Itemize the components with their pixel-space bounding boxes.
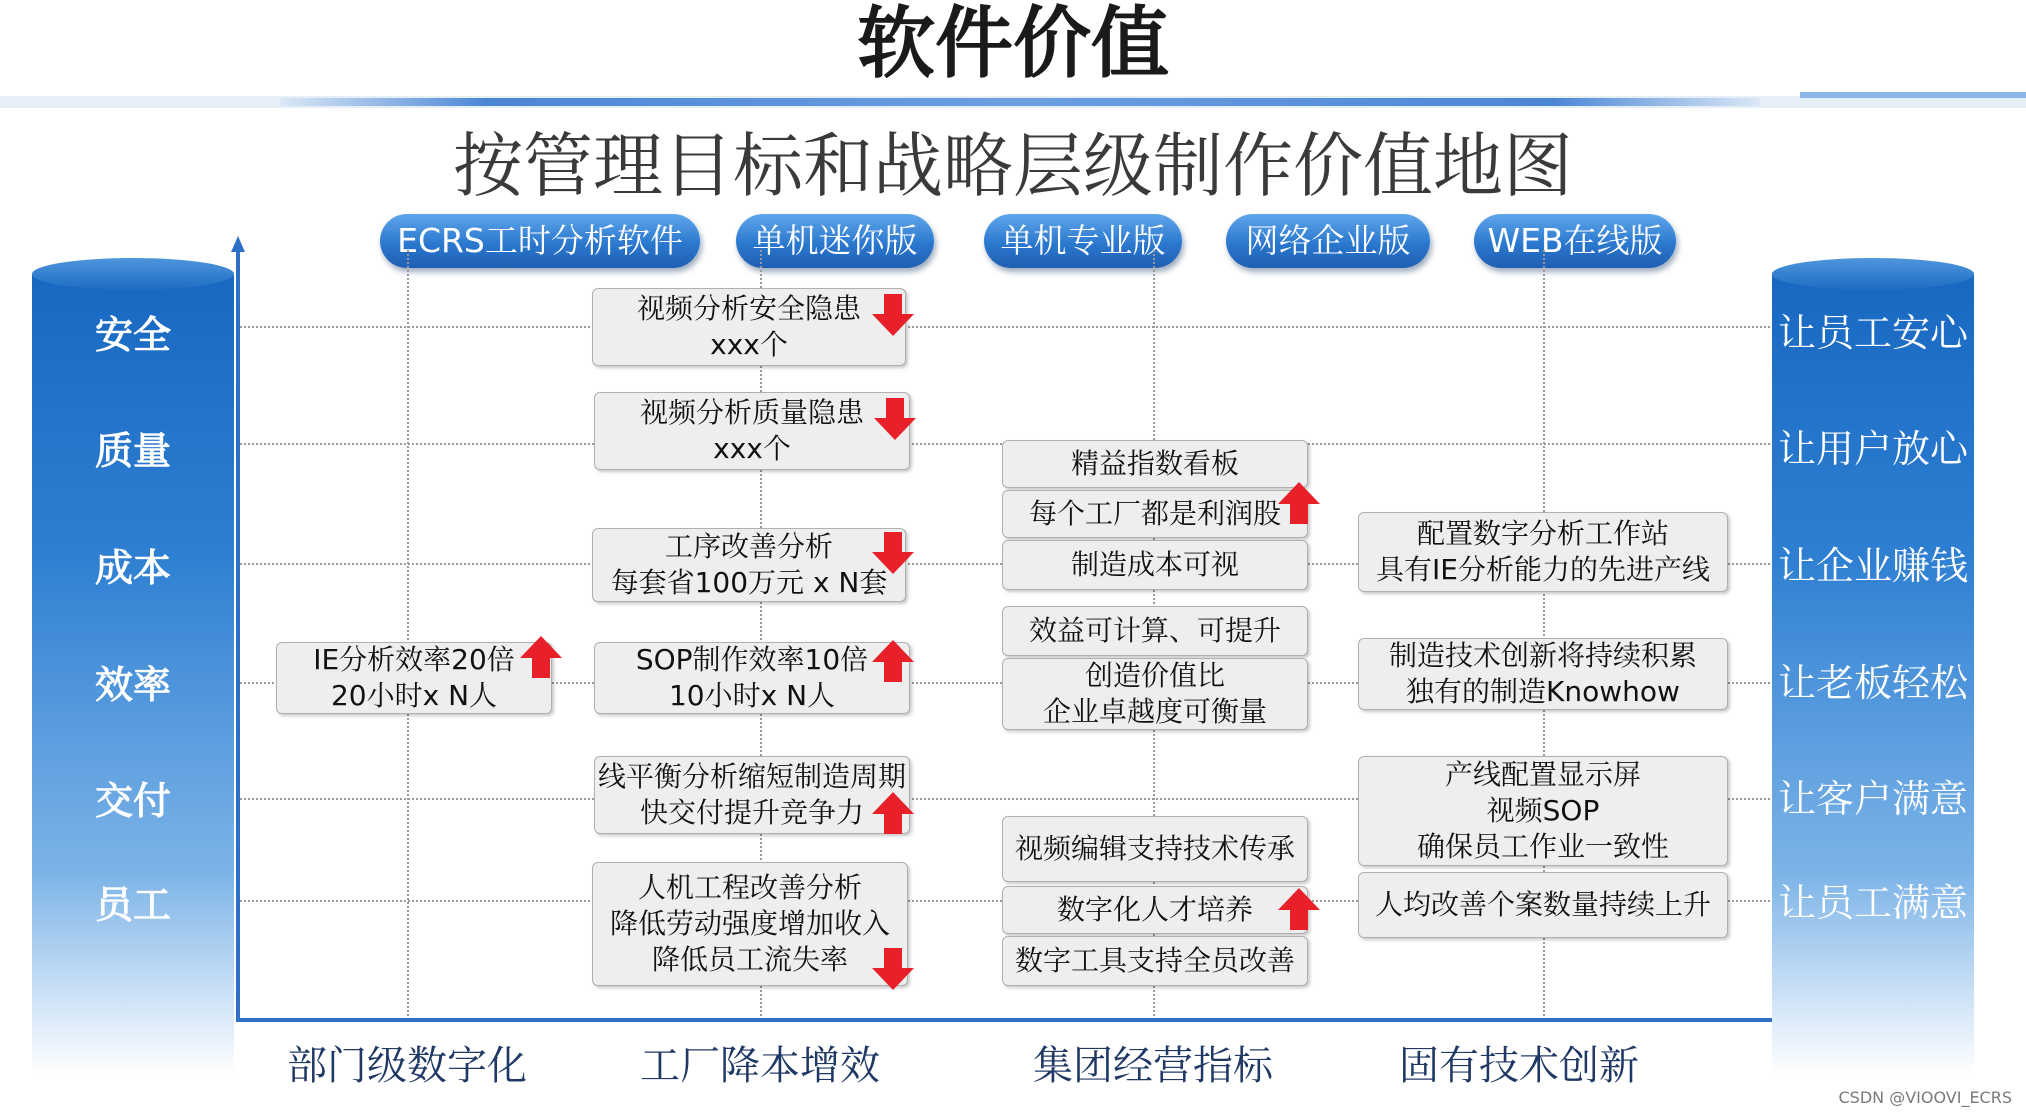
box-line: 视频SOP — [1486, 794, 1600, 827]
arrow-up-icon — [1276, 480, 1322, 526]
x-category-label: 固有技术创新 — [1399, 1043, 1639, 1089]
dimension-label: 成本 — [94, 546, 171, 590]
value-box — [1002, 658, 1308, 730]
box-line: 线平衡分析缩短制造周期 — [597, 760, 906, 793]
value-box — [592, 288, 906, 366]
product-pill-web: WEB在线版 — [1474, 214, 1676, 268]
box-line: 企业卓越度可衡量 — [1042, 695, 1267, 728]
product-pill-pro: 单机专业版 — [984, 214, 1182, 268]
box-line: 每套省100万元 x N套 — [610, 566, 888, 599]
value-box — [1002, 886, 1308, 934]
box-line: 精益指数看板 — [1070, 447, 1239, 480]
box-line: 效益可计算、可提升 — [1028, 614, 1281, 647]
x-category-label: 集团经营指标 — [1033, 1043, 1273, 1089]
box-line: 独有的制造Knowhow — [1406, 675, 1680, 708]
value-box — [1002, 540, 1308, 590]
value-box — [1002, 816, 1308, 882]
box-line: 数字化人才培养 — [1056, 893, 1253, 926]
value-box — [1002, 936, 1308, 986]
left-dimension-cylinder — [32, 274, 234, 1074]
arrow-down-icon — [870, 292, 916, 338]
credit-watermark: CSDN @VIOOVI_ECRS — [1838, 1088, 2012, 1107]
value-label: 让员工安心 — [1777, 311, 1968, 355]
arrow-down-icon — [870, 946, 916, 992]
box-line: 每个工厂都是利润股 — [1028, 497, 1281, 530]
dimension-label: 安全 — [94, 313, 171, 357]
value-box — [594, 756, 910, 834]
dimension-label: 效率 — [94, 663, 171, 707]
value-box — [592, 862, 908, 986]
value-box — [1358, 756, 1728, 866]
arrow-up-icon — [1276, 886, 1322, 932]
x-category-label: 工厂降本增效 — [640, 1043, 880, 1089]
product-pill-ecrs: ECRS工时分析软件 — [380, 214, 700, 268]
box-line: 确保员工作业一致性 — [1416, 830, 1669, 863]
value-label: 让老板轻松 — [1777, 661, 1968, 705]
box-line: 制造技术创新将持续积累 — [1388, 639, 1697, 672]
arrow-down-icon — [872, 396, 918, 442]
box-line: 人均改善个案数量持续上升 — [1374, 888, 1711, 921]
dimension-label: 交付 — [94, 779, 171, 823]
value-label: 让用户放心 — [1777, 427, 1968, 471]
arrow-up-icon — [870, 790, 916, 836]
product-pill-network: 网络企业版 — [1226, 214, 1430, 268]
value-box — [594, 642, 910, 714]
value-box — [1002, 490, 1308, 538]
value-box — [1358, 638, 1728, 710]
box-line: SOP制作效率10倍 — [635, 643, 869, 676]
x-category-label: 部门级数字化 — [287, 1043, 527, 1089]
right-value-cylinder — [1772, 274, 1974, 1074]
arrow-up-icon — [870, 638, 916, 684]
box-line: 创造价值比 — [1084, 659, 1225, 692]
dimension-label: 员工 — [94, 883, 171, 927]
box-line: 10小时x N人 — [668, 679, 836, 712]
value-box — [1358, 872, 1728, 938]
box-line: 视频分析质量隐患 — [639, 396, 864, 429]
page-title: 软件价值 — [856, 0, 1169, 89]
page-subtitle: 按管理目标和战略层级制作价值地图 — [453, 125, 1573, 207]
value-box — [276, 642, 552, 714]
box-line: 工序改善分析 — [664, 530, 833, 563]
decorative-header-bar — [0, 88, 2026, 110]
box-line: 具有IE分析能力的先进产线 — [1376, 553, 1710, 586]
box-line: 数字工具支持全员改善 — [1014, 944, 1295, 977]
box-line: 产线配置显示屏 — [1444, 758, 1641, 791]
value-label: 让客户满意 — [1777, 777, 1968, 821]
arrow-up-icon — [518, 634, 564, 680]
box-line: 人机工程改善分析 — [637, 871, 862, 904]
value-label: 让企业赚钱 — [1777, 544, 1968, 588]
box-line: 配置数字分析工作站 — [1416, 517, 1669, 550]
box-line: xxx个 — [713, 432, 791, 465]
box-line: IE分析效率20倍 — [313, 643, 515, 676]
box-line: 制造成本可视 — [1070, 548, 1239, 581]
box-line: 快交付提升竞争力 — [639, 796, 864, 829]
box-line: 降低员工流失率 — [651, 943, 848, 976]
box-line: 视频编辑支持技术传承 — [1014, 832, 1295, 865]
arrow-down-icon — [870, 530, 916, 576]
dimension-label: 质量 — [94, 429, 171, 473]
value-label: 让员工满意 — [1777, 881, 1968, 925]
value-box — [1002, 606, 1308, 656]
product-pill-mini: 单机迷你版 — [736, 214, 934, 268]
value-box — [594, 392, 910, 470]
box-line: xxx个 — [710, 328, 788, 361]
value-box — [1358, 512, 1728, 592]
box-line: 视频分析安全隐患 — [636, 292, 861, 325]
box-line: 20小时x N人 — [330, 679, 498, 712]
value-box — [592, 528, 906, 602]
box-line: 降低劳动强度增加收入 — [609, 907, 890, 940]
value-box — [1002, 440, 1308, 488]
